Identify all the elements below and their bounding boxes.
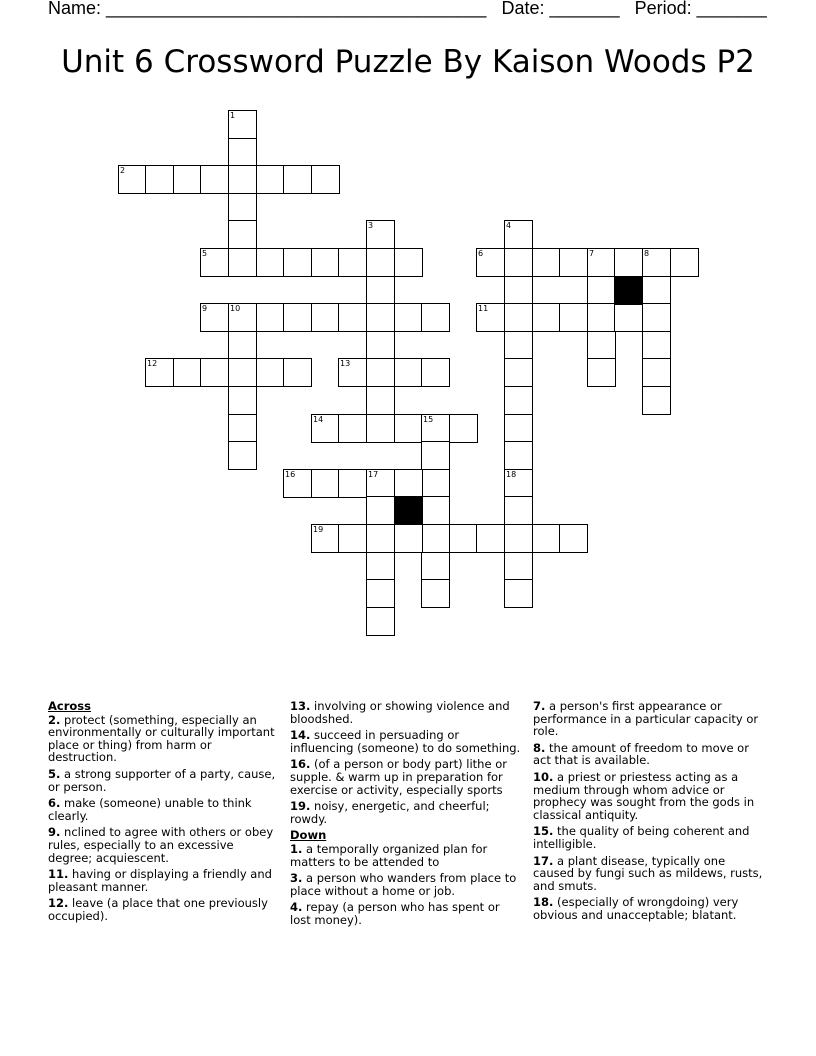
across-clue	[48, 868, 280, 893]
clue-number: 1	[230, 111, 236, 120]
crossword-cell[interactable]	[338, 414, 367, 443]
crossword-cell[interactable]	[311, 524, 340, 553]
clue-text: leave (a place that one previously occupied).	[48, 896, 268, 923]
crossword-cell[interactable]	[200, 248, 229, 277]
crossword-cell[interactable]	[311, 303, 340, 332]
crossword-cell[interactable]	[504, 496, 533, 525]
crossword-cell[interactable]	[200, 165, 229, 194]
clue-number: 19.	[290, 799, 311, 814]
down-clue	[533, 771, 765, 821]
clue-text: (especially of wrongdoing) very obvious and unacceptable; blatant.	[533, 895, 739, 922]
crossword-cell[interactable]	[311, 414, 340, 443]
crossword-cell[interactable]	[366, 276, 395, 305]
clue-text: (of a person or body part) lithe or supple. & warm up in preparation for exercise or activity, especially sports	[290, 757, 507, 797]
crossword-cell[interactable]	[366, 386, 395, 415]
down-clue	[290, 872, 522, 897]
crossword-cell[interactable]	[421, 303, 450, 332]
clue-number: 7	[589, 249, 595, 258]
clue-text: having or displaying a friendly and pleasant manner.	[48, 867, 272, 894]
across-clue	[290, 800, 522, 825]
crossword-cell[interactable]	[532, 303, 561, 332]
crossword-cell[interactable]	[366, 469, 395, 498]
down-clue	[533, 742, 765, 767]
crossword-cell[interactable]	[504, 441, 533, 470]
clue-text: repay (a person who has spent or lost money).	[290, 900, 500, 927]
clue-number: 4.	[290, 900, 303, 915]
crossword-cell[interactable]	[559, 524, 588, 553]
crossword-cell[interactable]	[118, 165, 147, 194]
black-square	[614, 276, 643, 305]
clue-number: 18.	[533, 895, 554, 910]
across-clue	[48, 768, 280, 793]
clue-number: 12.	[48, 896, 69, 911]
clue-number: 14	[313, 415, 324, 424]
clue-number: 1.	[290, 841, 303, 856]
crossword-cell[interactable]	[200, 358, 229, 387]
crossword-cell[interactable]	[394, 469, 423, 498]
clue-text: involving or showing violence and bloodshed.	[290, 699, 510, 726]
name-blank[interactable]: ______________________________________	[106, 0, 487, 18]
crossword-cell[interactable]	[559, 303, 588, 332]
clue-number: 9	[202, 304, 208, 313]
across-clue	[290, 758, 522, 796]
crossword-cell[interactable]	[394, 303, 423, 332]
clue-number: 9.	[48, 825, 61, 840]
crossword-cell[interactable]	[504, 524, 533, 553]
crossword-cell[interactable]	[228, 110, 257, 139]
crossword-cell[interactable]	[587, 276, 616, 305]
crossword-cell[interactable]	[228, 358, 257, 387]
clue-number: 11.	[48, 867, 69, 882]
crossword-cell[interactable]	[283, 303, 312, 332]
crossword-cell[interactable]	[421, 469, 450, 498]
crossword-cell[interactable]	[173, 165, 202, 194]
crossword-cell[interactable]	[228, 441, 257, 470]
crossword-cell[interactable]	[504, 579, 533, 608]
down-clue	[533, 896, 765, 921]
crossword-cell[interactable]	[476, 248, 505, 277]
across-clue	[48, 797, 280, 822]
clue-number: 3	[368, 221, 374, 230]
crossword-cell[interactable]	[587, 358, 616, 387]
clue-text: a priest or priestess acting as a medium through whom advice or prophecy was sought from the gods in classical antiquity.	[533, 769, 755, 822]
crossword-cell[interactable]	[476, 303, 505, 332]
across-clue	[48, 714, 280, 764]
clue-number: 7.	[533, 699, 546, 713]
crossword-cell[interactable]	[421, 441, 450, 470]
crossword-cell[interactable]	[283, 165, 312, 194]
clue-number: 14.	[290, 728, 311, 743]
clue-number: 19	[313, 525, 324, 534]
crossword-cell[interactable]	[532, 248, 561, 277]
clue-number: 15.	[533, 824, 554, 839]
crossword-cell[interactable]	[228, 138, 257, 167]
clue-text: the amount of freedom to move or act that is available.	[533, 740, 749, 768]
clue-column-2	[290, 700, 522, 931]
clue-text: a plant disease, typically one caused by fungi such as mildews, rusts, and smuts.	[533, 853, 763, 893]
crossword-cell[interactable]	[228, 331, 257, 360]
crossword-cell[interactable]	[173, 358, 202, 387]
crossword-cell[interactable]	[366, 414, 395, 443]
date-label: Date:	[501, 0, 545, 18]
crossword-cell[interactable]	[366, 331, 395, 360]
crossword-cell[interactable]	[394, 358, 423, 387]
clue-number: 18	[506, 470, 517, 479]
clue-text: nclined to agree with others or obey rules, especially to an excessive degree; acquiescent.	[48, 825, 274, 865]
crossword-cell[interactable]	[394, 414, 423, 443]
crossword-cell[interactable]	[504, 248, 533, 277]
clue-text: a strong supporter of a party, cause, or person.	[48, 766, 276, 794]
crossword-cell[interactable]	[504, 469, 533, 498]
crossword-cell[interactable]	[200, 303, 229, 332]
crossword-cell[interactable]	[642, 358, 671, 387]
page-title: Unit 6 Crossword Puzzle By Kaison Woods P2	[61, 44, 755, 80]
clue-text: protect (something, especially an environmentally or culturally important place or thing) from harm or destruction.	[48, 712, 275, 765]
crossword-cell[interactable]	[338, 469, 367, 498]
crossword-cell[interactable]	[366, 358, 395, 387]
crossword-cell[interactable]	[338, 524, 367, 553]
crossword-cell[interactable]	[228, 386, 257, 415]
crossword-cell[interactable]	[421, 552, 450, 581]
crossword-cell[interactable]	[421, 496, 450, 525]
crossword-cell[interactable]	[449, 524, 478, 553]
clue-number: 10.	[533, 769, 554, 784]
clue-number: 8	[644, 249, 650, 258]
clue-text: noisy, energetic, and cheerful; rowdy.	[290, 799, 490, 826]
crossword-cell[interactable]	[504, 220, 533, 249]
crossword-cell[interactable]	[504, 331, 533, 360]
crossword-cell[interactable]	[145, 165, 174, 194]
across-clue	[290, 700, 522, 725]
clue-number: 16	[285, 470, 296, 479]
crossword-cell[interactable]	[338, 358, 367, 387]
crossword-cell[interactable]	[145, 358, 174, 387]
crossword-cell[interactable]	[256, 165, 285, 194]
clue-number: 5.	[48, 766, 61, 781]
crossword-cell[interactable]	[228, 248, 257, 277]
clue-number: 4	[506, 221, 512, 230]
name-label: Name:	[48, 0, 102, 18]
crossword-cell[interactable]	[256, 303, 285, 332]
crossword-cell[interactable]	[228, 414, 257, 443]
crossword-cell[interactable]	[670, 248, 699, 277]
clue-text: make (someone) unable to think clearly.	[48, 796, 252, 823]
crossword-cell[interactable]	[642, 276, 671, 305]
crossword-cell[interactable]	[421, 524, 450, 553]
clue-number: 6	[478, 249, 484, 258]
crossword-cell[interactable]	[228, 193, 257, 222]
crossword-cell[interactable]	[256, 248, 285, 277]
crossword-cell[interactable]	[228, 220, 257, 249]
crossword-cell[interactable]	[366, 607, 395, 636]
period-label: Period:	[634, 0, 692, 18]
crossword-cell[interactable]	[366, 303, 395, 332]
date-blank[interactable]: _______	[549, 0, 620, 18]
clue-number: 17.	[533, 853, 554, 868]
crossword-cell[interactable]	[504, 414, 533, 443]
crossword-cell[interactable]	[338, 303, 367, 332]
across-clue	[48, 826, 280, 864]
crossword-cell[interactable]	[256, 358, 285, 387]
down-clue	[290, 901, 522, 926]
crossword-cell[interactable]	[476, 524, 505, 553]
clue-text: a person's first appearance or performance in a particular capacity or role.	[533, 699, 759, 739]
crossword-cell[interactable]	[642, 386, 671, 415]
across-clue	[290, 729, 522, 754]
crossword-cell[interactable]	[366, 248, 395, 277]
crossword-cell[interactable]	[642, 303, 671, 332]
clue-number: 2.	[48, 712, 61, 727]
clue-number: 13.	[290, 699, 311, 713]
clue-number: 11	[478, 304, 489, 313]
crossword-cell[interactable]	[366, 220, 395, 249]
clue-number: 5	[202, 249, 208, 258]
crossword-cell[interactable]	[283, 358, 312, 387]
crossword-cell[interactable]	[394, 248, 423, 277]
crossword-cell[interactable]	[532, 524, 561, 553]
clue-text: succeed in persuading or influencing (someone) to do something.	[290, 728, 521, 755]
crossword-cell[interactable]	[614, 303, 643, 332]
across-clue	[48, 897, 280, 922]
clue-number: 15	[423, 415, 434, 424]
crossword-cell[interactable]	[311, 165, 340, 194]
clue-text: a temporally organized plan for matters to be attended to	[290, 841, 488, 869]
crossword-cell[interactable]	[504, 276, 533, 305]
crossword-cell[interactable]	[283, 248, 312, 277]
crossword-cell[interactable]	[228, 303, 257, 332]
crossword-cell[interactable]	[614, 248, 643, 277]
crossword-cell[interactable]	[504, 303, 533, 332]
crossword-cell[interactable]	[504, 358, 533, 387]
crossword-cell[interactable]	[587, 303, 616, 332]
clue-number: 13	[340, 359, 351, 368]
down-clue	[533, 700, 765, 738]
clue-column-3	[533, 700, 765, 926]
crossword-cell[interactable]	[587, 331, 616, 360]
crossword-cell[interactable]	[311, 469, 340, 498]
crossword-cell[interactable]	[587, 248, 616, 277]
period-blank[interactable]: _______	[696, 0, 767, 18]
crossword-cell[interactable]	[228, 165, 257, 194]
down-clue	[533, 825, 765, 850]
clue-number: 8.	[533, 740, 546, 755]
crossword-cell[interactable]	[421, 579, 450, 608]
crossword-cell[interactable]	[642, 248, 671, 277]
clue-text: a person who wanders from place to place without a home or job.	[290, 871, 517, 898]
clue-number: 16.	[290, 757, 311, 772]
crossword-cell[interactable]	[366, 579, 395, 608]
crossword-cell[interactable]	[394, 524, 423, 553]
across-heading: Across	[48, 699, 91, 713]
crossword-cell[interactable]	[642, 331, 671, 360]
clue-column-1	[48, 700, 280, 927]
crossword-cell[interactable]	[421, 358, 450, 387]
crossword-cell[interactable]	[311, 248, 340, 277]
crossword-cell[interactable]	[421, 414, 450, 443]
crossword-cell[interactable]	[366, 524, 395, 553]
crossword-cell[interactable]	[366, 552, 395, 581]
down-clue	[290, 843, 522, 868]
clue-number: 17	[368, 470, 379, 479]
crossword-cell[interactable]	[449, 414, 478, 443]
crossword-cell[interactable]	[366, 496, 395, 525]
crossword-cell[interactable]	[559, 248, 588, 277]
down-clue	[533, 855, 765, 893]
clue-number: 2	[120, 166, 126, 175]
clue-number: 12	[147, 359, 158, 368]
down-heading: Down	[290, 828, 327, 843]
clue-number: 3.	[290, 871, 303, 886]
crossword-cell[interactable]	[504, 552, 533, 581]
crossword-cell[interactable]	[504, 386, 533, 415]
crossword-cell[interactable]	[283, 469, 312, 498]
black-square	[394, 496, 423, 525]
clue-text: the quality of being coherent and intelligible.	[533, 824, 750, 851]
clue-number: 10	[230, 304, 241, 313]
crossword-cell[interactable]	[338, 248, 367, 277]
clue-number: 6.	[48, 796, 61, 811]
